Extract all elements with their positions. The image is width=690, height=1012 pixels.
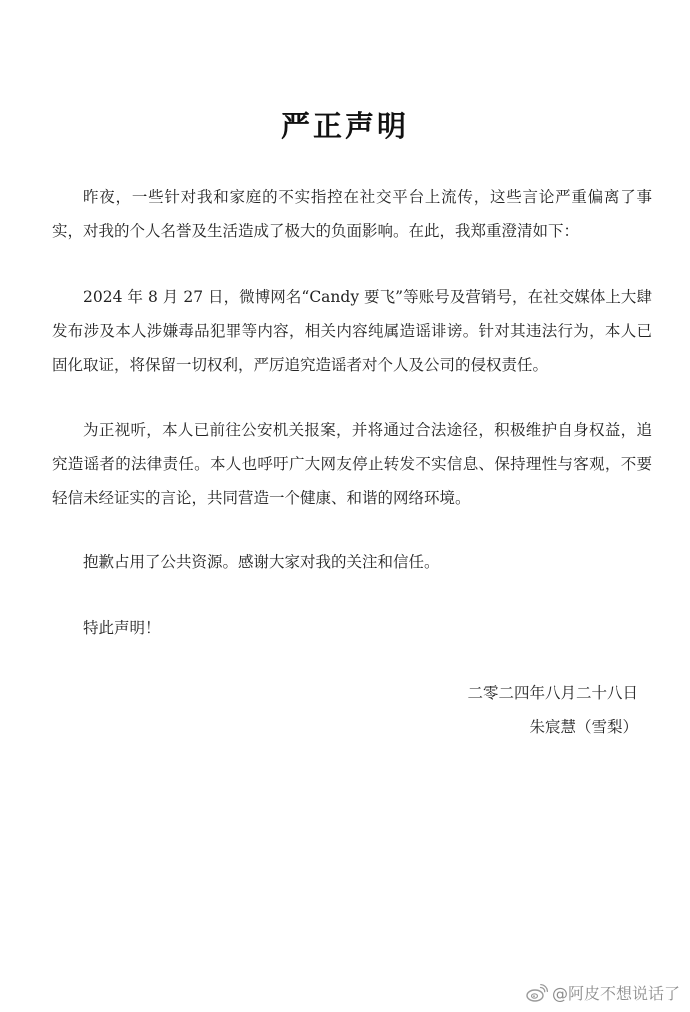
paragraph-3: 为正视听，本人已前往公安机关报案，并将通过合法途径，积极维护自身权益，追究造谣者的法律责任。本人也呼吁广大网友停止转发不实信息、保持理性与客观，不要轻信未经证实的言论，共同营造一个健康、和谐的网络环境。 [52,421,652,507]
watermark-text: @阿皮不想说话了 [551,984,680,1003]
weibo-watermark [526,981,680,1004]
signature-name: 朱宸慧（雪梨） [529,718,638,736]
paragraph-4: 抱歉占用了公共资源。感谢大家对我的关注和信任。 [83,553,440,571]
paragraph-1: 昨夜，一些针对我和家庭的不实指控在社交平台上流传，这些言论严重偏离了事实，对我的个人名誉及生活造成了极大的负面影响。在此，我郑重澄清如下： [52,188,652,240]
paragraph-2: 2024 年 8 月 27 日，微博网名“Candy 要飞”等账号及营销号，在社交媒体上大肆发布涉及本人涉嫌毒品犯罪等内容，相关内容纯属造谣诽谤。针对其违法行为，本人已固化取证，将保留一切权利，严厉追究造谣者对个人及公司的侵权责任。 [52,288,652,374]
paragraph-5: 特此声明！ [83,619,161,637]
document-title: 严正声明 [280,109,409,143]
weibo-logo-icon [526,983,548,1003]
signature-date: 二零二四年八月二十八日 [467,684,638,702]
